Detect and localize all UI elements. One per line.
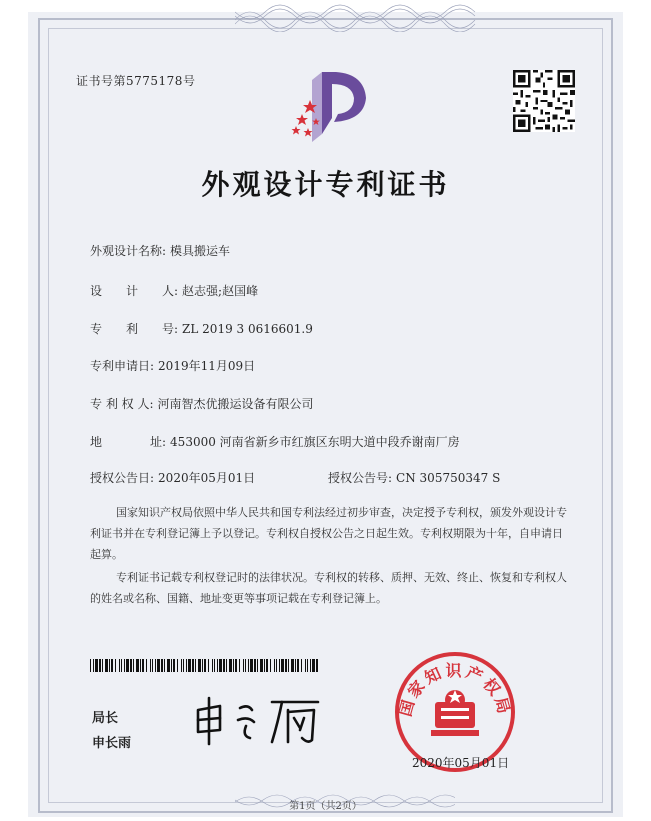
cnipa-logo <box>282 62 382 146</box>
paragraph-text: 专利证书记载专利权登记时的法律状况。专利权的转移、质押、无效、终止、恢复和专利权人的姓名或名称、国籍、地址变更等事项记载在专利登记簿上。 <box>90 571 567 605</box>
field-value: 模具搬运车 <box>170 244 231 258</box>
field-value: 453000 河南省新乡市红旗区东明大道中段乔谢南厂房 <box>170 435 460 449</box>
field-label: 专 利 号: <box>90 322 179 336</box>
certificate-title: 外观设计专利证书 <box>201 168 450 201</box>
seal-text: 国家知识产权局 <box>395 661 515 719</box>
director-signature <box>190 692 330 748</box>
field-label: 专 利 权 人: <box>90 397 154 411</box>
barcode <box>90 659 320 672</box>
field-value: 2020年05月01日 <box>158 471 256 485</box>
director-title: 局长 <box>92 711 119 726</box>
paragraph-text: 国家知识产权局依照中华人民共和国专利法经过初步审查，决定授予专利权，颁发外观设计专利证书并在专利登记簿上予以登记。专利权自授权公告之日起生效。专利权期限为十年，自申请日起算。 <box>90 506 567 561</box>
director-name: 申长雨 <box>92 736 132 751</box>
field-label: 地 址: <box>90 435 167 449</box>
page-number: 第1页（共2页） <box>289 801 362 812</box>
field-label: 专利申请日: <box>90 359 155 373</box>
qr-code <box>513 70 575 132</box>
field-patent-number <box>90 320 313 337</box>
field-value: 河南智杰优搬运设备有限公司 <box>157 397 314 411</box>
field-value: 赵志强;赵国峰 <box>182 284 259 298</box>
field-label: 外观设计名称: <box>90 244 167 258</box>
statement-paragraph-2 <box>90 567 568 609</box>
field-patentee <box>90 395 314 412</box>
guilloche-ornament-top <box>235 2 485 32</box>
certificate-number: 证书号第5775178号 <box>76 74 196 88</box>
field-address <box>90 433 460 450</box>
field-designer <box>90 282 258 299</box>
field-value: CN 305750347 S <box>396 471 501 485</box>
field-label: 授权公告号: <box>328 471 393 485</box>
field-label: 设 计 人: <box>90 284 179 298</box>
field-label: 授权公告日: <box>90 471 155 485</box>
seal-date: 2020年05月01日 <box>412 756 510 770</box>
field-value: 2019年11月09日 <box>158 359 256 373</box>
statement-paragraph-1 <box>90 502 568 565</box>
field-design-name <box>90 242 230 259</box>
field-value: ZL 2019 3 0616601.9 <box>182 322 313 336</box>
field-filing-date <box>90 357 255 374</box>
field-grant-number <box>328 469 500 486</box>
field-grant-date <box>90 469 255 486</box>
